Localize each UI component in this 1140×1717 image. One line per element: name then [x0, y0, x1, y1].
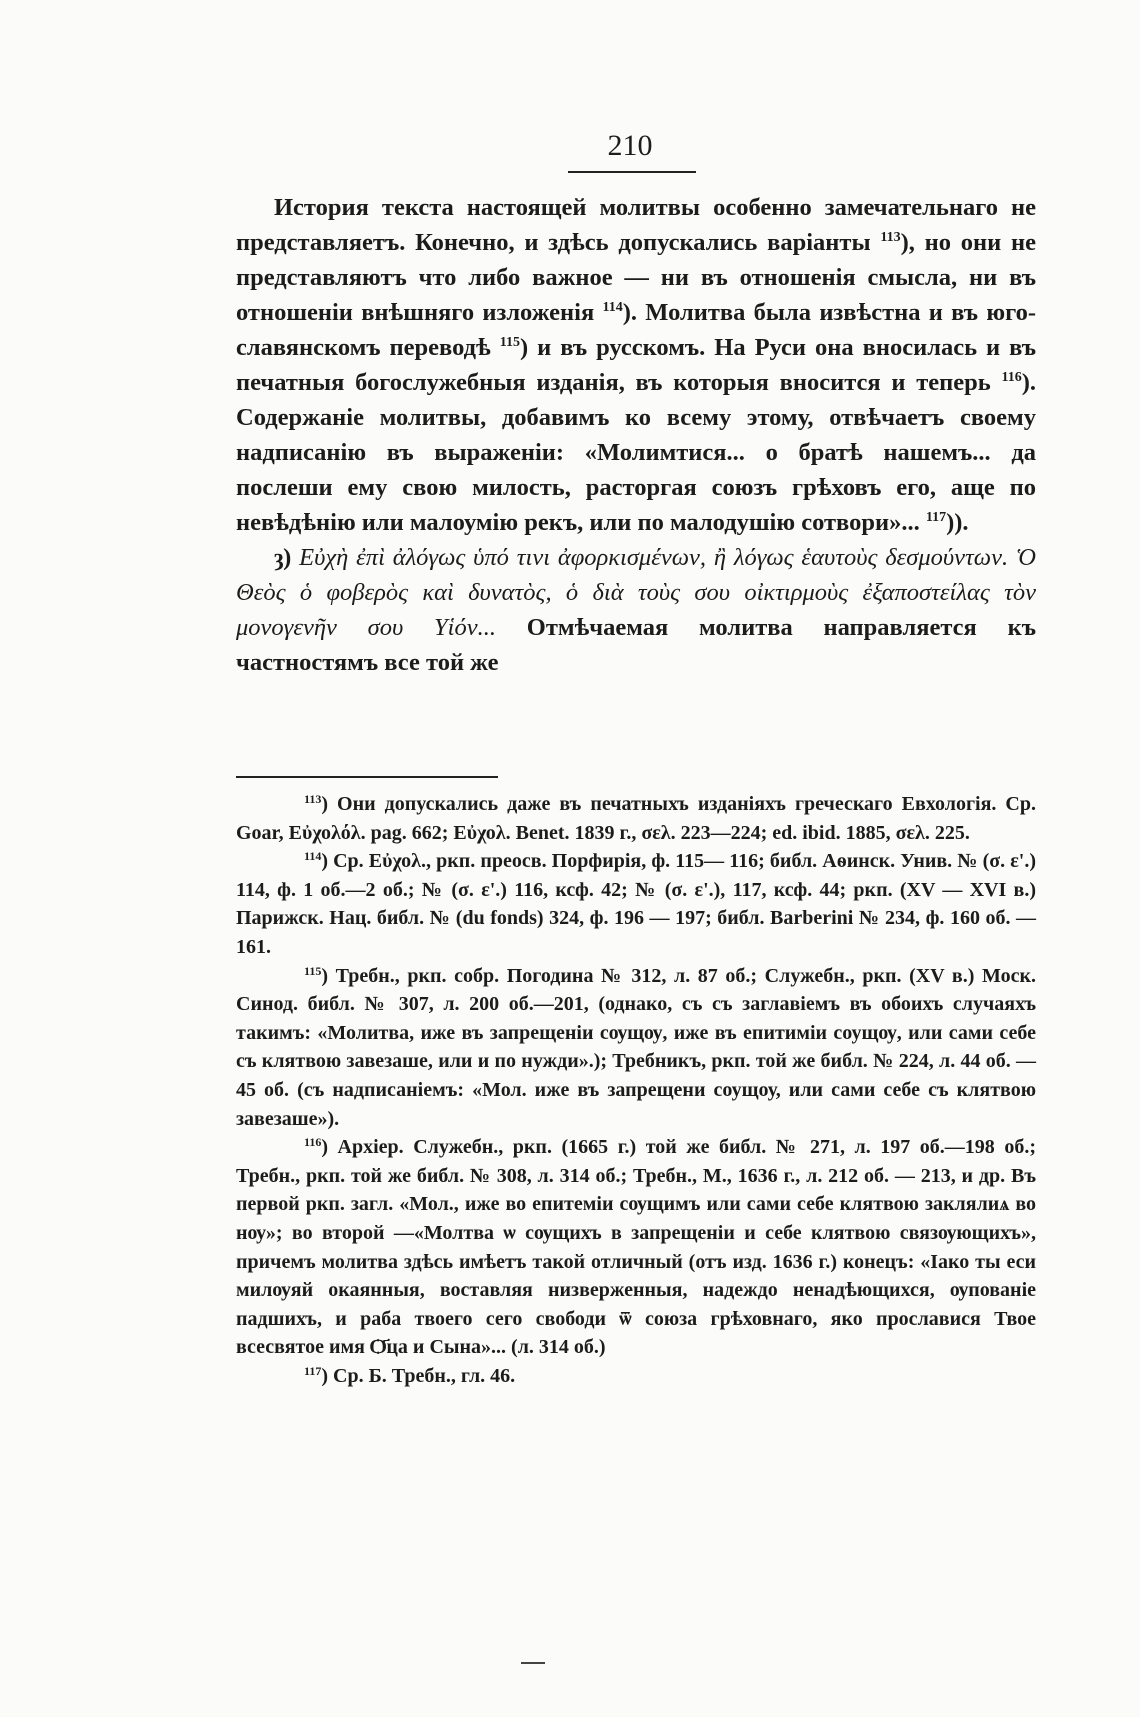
footnote-text: ) Архіер. Служебн., ркп. (1665 г.) той же библ. № 271, л. 197 об.—198 об.; Требн., ркп. той же библ. № 308, л. 314 об.; Требн., М., 1636 г., л. 212 об. — 213, и др. Въ первой ркп. загл. «Мол., иже во епитеміи сѹщимъ или сами себе клятвою заклялиѧ во нѹ»; во второй —«Молтва ѡ сѹщихъ в запрещеніи и себе клятвою связѹющихъ», причемъ молитва здѣсь имѣетъ такой отличный (отъ изд. 1636 г.) конецъ: «Іако ты еси милѹяй окаянныя, воставляя низверженныя, надеждо ненадѣющихся, ѹпованіе падшихъ, и раба твоего сего свободи ѿ союза грѣховнаго, яко прославися Твое всесвятое имя Ѻ҃ца и Сына»... (л. 314 об.) — [236, 1136, 1036, 1359]
paragraph-history — [236, 190, 1036, 540]
footnote-text: ) Они допускались даже въ печатныхъ изданіяхъ греческаго Евхологія. Ср. Goar, Εὐχολόλ. pag. 662; Εὐχολ. Benet. 1839 г., σελ. 223—224; ed. ibid. 1885, σελ. 225. — [236, 793, 1036, 844]
footnote-ref-115[interactable]: 115 — [499, 335, 520, 350]
greek-text: Εὐχὴ ἐπὶ ἀλόγως ὑπό τινι ἀφορκισμένων, ἢ λόγως ἑαυτοὺς δεσμούντων. Ὁ Θεὸς ὁ φοβερὸς καὶ δυνατὸς, ὁ διὰ τοὺς σου οἰκτιρμοὺς ἐξαποστείλας τὸν μονογενῆν σου Υἱόν... — [236, 544, 1037, 641]
footnotes — [236, 790, 1036, 1390]
footnote-ref-117[interactable]: 117 — [925, 510, 947, 525]
footnote-114 — [236, 847, 1036, 961]
bottom-dash — [521, 1662, 545, 1664]
text-run: ). Содержаніе молитвы, добавимъ ко всему этому, отвѣчаетъ своему надписанію въ выраженіи: «Молимтися... о братѣ нашемъ... да послеши ему свою милость, расторгая союзъ грѣховъ его, аще по невѣдѣнію или малоумію рекъ, или по малодушію сотвори»... — [236, 369, 1036, 536]
text-run: )). — [946, 509, 969, 536]
footnote-115 — [236, 962, 1036, 1134]
text-run: ), но они не представляютъ что либо важное — ни въ отношенія смысла, ни въ отношеніи внѣшняго изложенія — [236, 229, 1037, 326]
paragraph-greek-prayer — [236, 540, 1036, 680]
footnote-separator — [236, 776, 498, 778]
footnote-mark: 114 — [304, 849, 322, 864]
footnote-ref-114[interactable]: 114 — [602, 300, 623, 315]
prayer-number: ȝ) — [274, 544, 292, 571]
footnote-text: ) Ср. Εὐχολ., ркп. преосв. Порфирія, ф. 115— 116; библ. Аѳинск. Унив. № (σ. ε'.) 114, ф. 1 об.—2 об.; № (σ. ε'.) 116, ксф. 42; № (σ. ε'.), 117, ксф. 44; ркп. (XV — XVI в.) Парижск. Нац. библ. № (du fonds) 324, ф. 196 — 197; библ. Barberini № 234, ф. 160 об. — 161. — [236, 850, 1036, 958]
footnote-ref-113[interactable]: 113 — [880, 230, 901, 245]
footnote-mark: 115 — [304, 963, 322, 978]
main-text — [236, 190, 1036, 680]
footnote-117 — [236, 1362, 1036, 1391]
text-run: История текста настоящей молитвы особенно замечательнаго не представляетъ. Конечно, и здѣсь допускались варіанты — [236, 194, 1036, 256]
footnote-116 — [236, 1133, 1036, 1362]
page-number-rule — [568, 171, 696, 173]
footnote-mark: 117 — [304, 1363, 322, 1378]
text-run: Отмѣчаемая молитва направляется къ частностямъ все той же — [236, 614, 1036, 676]
footnote-113 — [236, 790, 1036, 847]
footnote-text: ) Требн., ркп. собр. Погодина № 312, л. 87 об.; Служебн., ркп. (XV в.) Моск. Синод. библ. № 307, л. 200 об.—201, (однако, съ съ заглавіемъ въ обоихъ случаяхъ такимъ: «Молитва, иже въ запрещеніи сѹщѹ, иже въ епитиміи соущѹ, или сами себе съ клятвою завезаше, или и по нужди».); Требникъ, ркп. той же библ. № 224, л. 44 об. — 45 об. (съ надписаніемъ: «Мол. иже въ запрещени соущоу, или сами себе съ клятвою завезаше»). — [236, 964, 1036, 1130]
footnote-mark: 113 — [304, 792, 322, 806]
footnote-mark: 116 — [304, 1135, 322, 1150]
footnote-text: ) Ср. Б. Требн., гл. 46. — [321, 1364, 516, 1387]
text-run: ). Молитва была извѣстна и въ юго-славянскомъ переводѣ — [236, 299, 1036, 361]
footnote-ref-116[interactable]: 116 — [1001, 370, 1022, 385]
text-run: ) и въ русскомъ. На Руси она вносилась и въ печатныя богослужебныя изданія, въ которыя вносится и теперь — [236, 334, 1036, 396]
page-number: 210 — [607, 129, 653, 162]
